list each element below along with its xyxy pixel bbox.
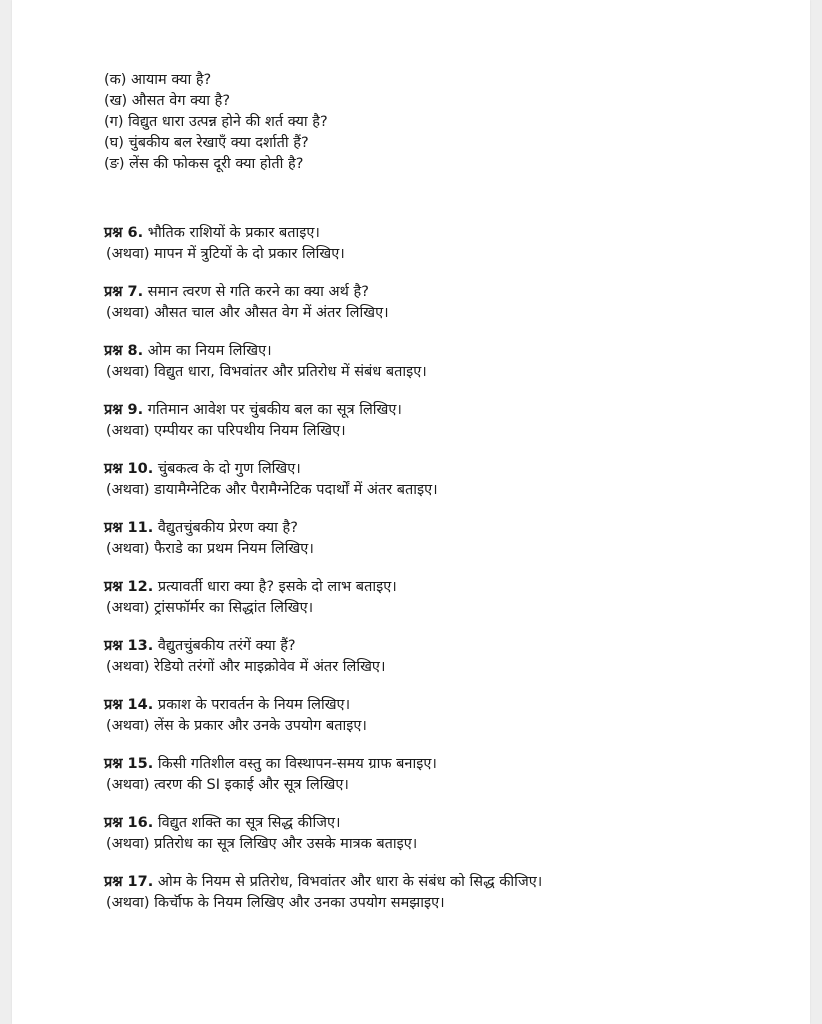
question-text: ओम के नियम से प्रतिरोध, विभवांतर और धारा के संबंध को सिद्ध कीजिए। [157,874,543,890]
question-number: प्रश्न 16. [104,815,154,831]
question-alternative: (अथवा) डायामैग्नेटिक और पैरामैग्नेटिक पदार्थों में अंतर बताइए। [106,482,438,498]
question-6 [104,223,744,265]
sub-question-nga: (ङ) लेंस की फोकस दूरी क्या होती है? [104,156,304,172]
question-alternative: (अथवा) एम्पीयर का परिपथीय नियम लिखिए। [106,423,346,439]
question-number: प्रश्न 8. [104,343,144,359]
question-text: गतिमान आवेश पर चुंबकीय बल का सूत्र लिखिए। [147,402,402,418]
question-17 [104,872,744,914]
sub-question-list [104,70,744,175]
sub-question-ga: (ग) विद्युत धारा उत्पन्न होने की शर्त क्या है? [104,114,328,130]
document-page [12,0,810,1024]
question-number: प्रश्न 13. [104,638,154,654]
question-alternative: (अथवा) त्वरण की SI इकाई और सूत्र लिखिए। [106,777,349,793]
question-13 [104,636,744,678]
question-text: ओम का नियम लिखिए। [147,343,272,359]
question-number: प्रश्न 11. [104,520,154,536]
question-text: प्रकाश के परावर्तन के नियम लिखिए। [157,697,351,713]
question-alternative: (अथवा) औसत चाल और औसत वेग में अंतर लिखिए। [106,305,389,321]
question-text: भौतिक राशियों के प्रकार बताइए। [147,225,320,241]
question-alternative: (अथवा) प्रतिरोध का सूत्र लिखिए और उसके मात्रक बताइए। [106,836,418,852]
question-12 [104,577,744,619]
question-text: चुंबकत्व के दो गुण लिखिए। [157,461,301,477]
document-content [104,70,744,931]
sub-question-ka: (क) आयाम क्या है? [104,72,212,88]
question-14 [104,695,744,737]
question-15 [104,754,744,796]
question-text: समान त्वरण से गति करने का क्या अर्थ है? [147,284,369,300]
question-alternative: (अथवा) रेडियो तरंगों और माइक्रोवेव में अंतर लिखिए। [106,659,386,675]
question-number: प्रश्न 7. [104,284,144,300]
question-alternative: (अथवा) लेंस के प्रकार और उनके उपयोग बताइए। [106,718,367,734]
question-number: प्रश्न 10. [104,461,154,477]
question-alternative: (अथवा) किर्चॉफ के नियम लिखिए और उनका उपयोग समझाइए। [106,895,445,911]
question-10 [104,459,744,501]
question-7 [104,282,744,324]
question-number: प्रश्न 14. [104,697,154,713]
question-text: किसी गतिशील वस्तु का विस्थापन-समय ग्राफ बनाइए। [157,756,437,772]
question-list [104,223,744,914]
question-8 [104,341,744,383]
question-9 [104,400,744,442]
question-number: प्रश्न 17. [104,874,154,890]
sub-question-gha: (घ) चुंबकीय बल रेखाएँ क्या दर्शाती हैं? [104,135,309,151]
question-alternative: (अथवा) फैराडे का प्रथम नियम लिखिए। [106,541,314,557]
question-text: विद्युत शक्ति का सूत्र सिद्ध कीजिए। [157,815,341,831]
question-text: प्रत्यावर्ती धारा क्या है? इसके दो लाभ बताइए। [157,579,397,595]
sub-question-kha: (ख) औसत वेग क्या है? [104,93,231,109]
question-alternative: (अथवा) ट्रांसफॉर्मर का सिद्धांत लिखिए। [106,600,314,616]
question-number: प्रश्न 9. [104,402,144,418]
question-number: प्रश्न 15. [104,756,154,772]
question-text: वैद्युतचुंबकीय तरंगें क्या हैं? [157,638,296,654]
question-11 [104,518,744,560]
question-alternative: (अथवा) विद्युत धारा, विभवांतर और प्रतिरोध में संबंध बताइए। [106,364,427,380]
question-number: प्रश्न 12. [104,579,154,595]
question-number: प्रश्न 6. [104,225,144,241]
question-16 [104,813,744,855]
question-alternative: (अथवा) मापन में त्रुटियों के दो प्रकार लिखिए। [106,246,345,262]
question-text: वैद्युतचुंबकीय प्रेरण क्या है? [157,520,298,536]
